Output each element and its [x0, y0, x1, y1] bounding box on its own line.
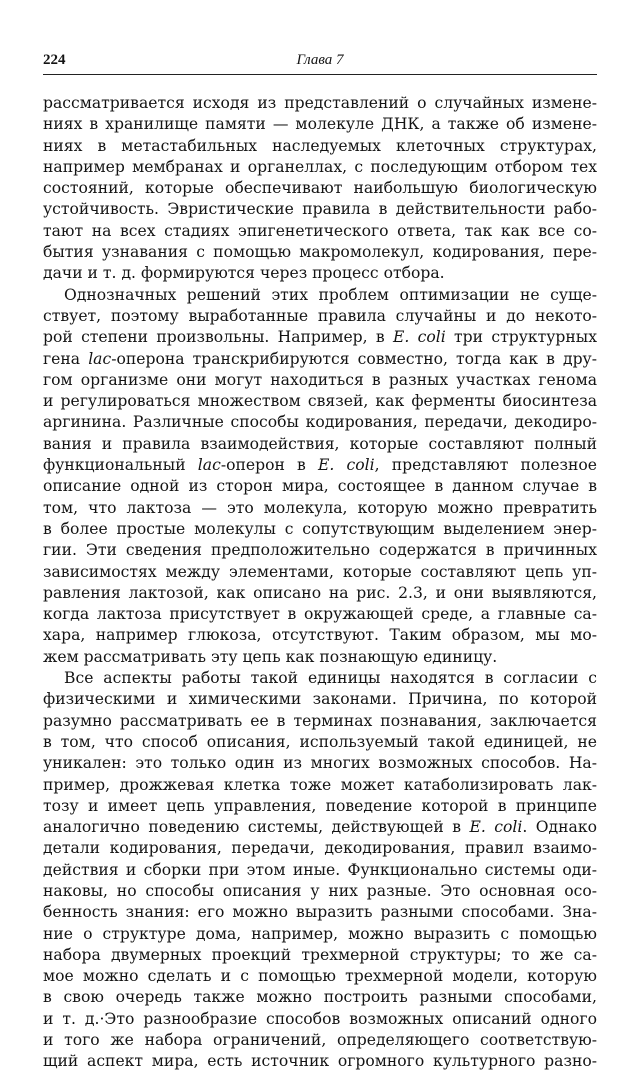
text-line: равления лактозой, как описано на рис. 2.3, и они выявляются,	[43, 583, 597, 602]
text-line: тают на всех стадиях эпигенетического ответа, так как все со-	[43, 221, 597, 240]
text-line	[43, 455, 597, 476]
text-line: описание одной из сторон мира, состоящее в данном случае в	[43, 477, 597, 496]
text-line: физическими и химическими законами. Причина, по которой	[43, 690, 597, 709]
text-line: и регулироваться множеством связей, как ферменты биосинтеза	[43, 392, 597, 411]
text-line: набора двумерных проекций трехмерной структуры; то же са-	[43, 945, 597, 964]
text-line: рассматривается исходя из представлений о случайных изменe-	[43, 94, 597, 112]
text-line: мое можно сделать и с помощью трехмерной модели, которую	[43, 967, 597, 986]
text-segment: , представляют полезное	[374, 456, 597, 475]
text-line: Все аспекты работы такой единицы находятся в согласии с	[64, 669, 597, 688]
text-line: действия и сборки при этом иные. Функционально системы оди-	[43, 860, 597, 879]
text-segment: рой степени произвольны. Например, в	[43, 328, 393, 347]
italic-term: lac	[88, 349, 112, 368]
text-line: в более простые молекулы с сопутствующим выделением энер-	[43, 519, 597, 538]
text-line: разумно рассматривать ее в терминах познавания, заключается	[43, 711, 597, 730]
text-segment: гена	[43, 349, 89, 368]
text-line: и того же набора ограничений, определяющего соответствую-	[43, 1031, 597, 1050]
text-line: дачи и т. д. формируются через процесс отбора.	[43, 264, 445, 283]
page-number: 224	[43, 52, 66, 68]
text-line: ние о структуре дома, например, можно выразить с помощью	[43, 924, 597, 943]
text-line: тозу и имеет цепь управления, поведение которой в принципе	[43, 796, 597, 815]
text-line: гии. Эти сведения предположительно содержатся в причинных	[43, 541, 597, 560]
text-segment: три структурных	[445, 328, 597, 347]
text-line: уникален: это только один из многих возможных способов. На-	[43, 754, 597, 773]
text-line	[43, 349, 597, 370]
text-segment: функциональный	[43, 456, 198, 475]
text-line: и т. д.·Это разнообразие способов возможных описаний одного	[43, 1009, 597, 1028]
text-line: в том, что способ описания, используемый такой единицей, не	[43, 732, 597, 751]
text-line	[43, 327, 597, 348]
text-line: гом организме они могут находиться в разных участках генома	[43, 370, 597, 389]
text-line: ниях в хранилище памяти — молекуле ДНК, а также об изменe-	[43, 115, 597, 134]
body-text	[43, 93, 597, 1073]
page-header	[43, 48, 597, 78]
text-line	[43, 817, 597, 838]
text-line: бытия узнавания с помощью макромолекул, кодирования, пере-	[43, 243, 597, 262]
text-line: щий аспект мира, есть источник огромного культурного разно-	[43, 1052, 597, 1071]
text-line: в свою очередь также можно построить разными способами,	[43, 988, 597, 1007]
text-line: зависимостях между элементами, которые составляют цепь уп-	[43, 562, 597, 581]
text-segment: аналогично поведению системы, действующей в	[43, 818, 470, 837]
header-rule	[43, 74, 597, 75]
text-line: наковы, но способы описания у них разные. Это основная осо-	[43, 881, 597, 900]
text-segment: . Однако	[522, 818, 597, 837]
text-line: вания и правила взаимодействия, которые составляют полный	[43, 434, 597, 453]
italic-term: E. coli	[469, 818, 523, 837]
text-line: детали кодирования, передачи, декодирования, правил взаимо-	[43, 839, 597, 858]
italic-term: lac	[197, 456, 221, 475]
text-line: бенность знания: его можно выразить разными способами. Зна-	[43, 903, 597, 922]
text-segment: -оперона транскрибируются совместно, тогда как в дру-	[111, 349, 597, 368]
text-line: Однозначных решений этих проблем оптимизации не суще-	[64, 285, 597, 304]
italic-term: E. coli	[393, 328, 446, 347]
text-line: состояний, которые обеспечивают наибольшую биологическую	[43, 179, 597, 198]
text-line: устойчивость. Эвристические правила в действительности рабо-	[43, 200, 597, 219]
italic-term: E. coli	[318, 456, 375, 475]
text-line: жем рассматривать эту цепь как познающую единицу.	[43, 647, 498, 666]
text-line: пример, дрожжевая клетка тоже может катаболизировать лак-	[43, 775, 597, 794]
text-line: ствует, поэтому выработанные правила случайны и до некото-	[43, 306, 597, 325]
text-line: ниях в метастабильных наследуемых клеточных структурах,	[43, 136, 597, 155]
text-line: том, что лактоза — это молекула, которую можно превратить	[43, 498, 597, 517]
running-title: Глава 7	[296, 52, 344, 68]
text-line: хара, например глюкоза, отсутствуют. Таким образом, мы мо-	[43, 626, 597, 645]
text-line: когда лактоза присутствует в окружающей среде, а главные са-	[43, 605, 597, 624]
text-line: аргинина. Различные способы кодирования, передачи, декодиро-	[43, 413, 597, 432]
text-segment: -оперон в	[220, 456, 319, 475]
text-line: например мембранах и органеллах, с последующим отбором тех	[43, 157, 597, 176]
